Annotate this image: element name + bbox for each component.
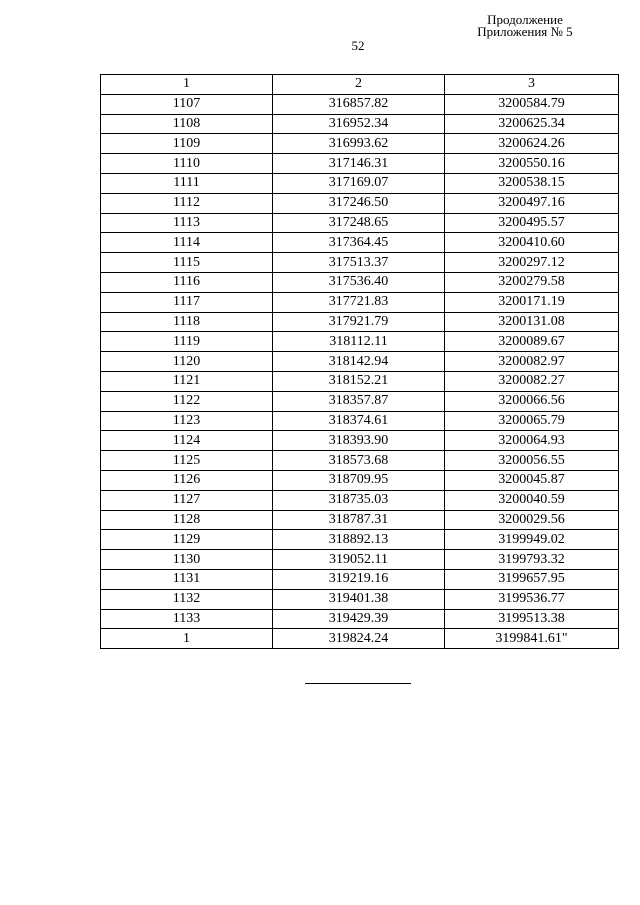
- point-number-cell: 1121: [101, 371, 273, 391]
- table-row: [101, 292, 619, 312]
- table-row: [101, 154, 619, 174]
- y-coordinate-cell: 3200089.67: [445, 332, 619, 352]
- y-coordinate-cell: 3199841.61": [445, 629, 619, 649]
- point-number-cell: 1128: [101, 510, 273, 530]
- table-row: [101, 451, 619, 471]
- y-coordinate-cell: 3200550.16: [445, 154, 619, 174]
- x-coordinate-cell: 319052.11: [273, 550, 445, 570]
- table-row: [101, 530, 619, 550]
- table-row: [101, 312, 619, 332]
- x-coordinate-cell: 317169.07: [273, 173, 445, 193]
- y-coordinate-cell: 3200624.26: [445, 134, 619, 154]
- table-row: [101, 470, 619, 490]
- table-row: [101, 490, 619, 510]
- table-row: [101, 411, 619, 431]
- appendix-label: Приложения № 5: [477, 24, 573, 39]
- table-row: [101, 173, 619, 193]
- table-row: [101, 193, 619, 213]
- point-number-cell: 1133: [101, 609, 273, 629]
- y-coordinate-cell: 3200029.56: [445, 510, 619, 530]
- x-coordinate-cell: 318112.11: [273, 332, 445, 352]
- point-number-cell: 1127: [101, 490, 273, 510]
- x-coordinate-cell: 316857.82: [273, 94, 445, 114]
- x-coordinate-cell: 316993.62: [273, 134, 445, 154]
- x-coordinate-cell: 318357.87: [273, 391, 445, 411]
- x-coordinate-cell: 316952.34: [273, 114, 445, 134]
- column-header-1: 1: [101, 75, 273, 95]
- y-coordinate-cell: 3200065.79: [445, 411, 619, 431]
- table-row: [101, 589, 619, 609]
- y-coordinate-cell: 3200297.12: [445, 253, 619, 273]
- x-coordinate-cell: 318787.31: [273, 510, 445, 530]
- point-number-cell: 1131: [101, 569, 273, 589]
- x-coordinate-cell: 318892.13: [273, 530, 445, 550]
- x-coordinate-cell: 317536.40: [273, 272, 445, 292]
- table-row: [101, 391, 619, 411]
- x-coordinate-cell: 318709.95: [273, 470, 445, 490]
- y-coordinate-cell: 3200625.34: [445, 114, 619, 134]
- y-coordinate-cell: 3200064.93: [445, 431, 619, 451]
- table-row: [101, 94, 619, 114]
- coordinates-table: [100, 74, 619, 649]
- y-coordinate-cell: 3199793.32: [445, 550, 619, 570]
- point-number-cell: 1107: [101, 94, 273, 114]
- table-row: [101, 629, 619, 649]
- table-row: [101, 510, 619, 530]
- y-coordinate-cell: 3200584.79: [445, 94, 619, 114]
- table-row: [101, 352, 619, 372]
- table-row: [101, 371, 619, 391]
- y-coordinate-cell: 3199657.95: [445, 569, 619, 589]
- point-number-cell: 1108: [101, 114, 273, 134]
- table-row: [101, 272, 619, 292]
- x-coordinate-cell: 317921.79: [273, 312, 445, 332]
- point-number-cell: 1109: [101, 134, 273, 154]
- y-coordinate-cell: 3200171.19: [445, 292, 619, 312]
- x-coordinate-cell: 317364.45: [273, 233, 445, 253]
- table-row: [101, 431, 619, 451]
- table-body: [101, 94, 619, 648]
- x-coordinate-cell: 319219.16: [273, 569, 445, 589]
- column-header-2: 2: [273, 75, 445, 95]
- x-coordinate-cell: 317513.37: [273, 253, 445, 273]
- x-coordinate-cell: 318374.61: [273, 411, 445, 431]
- point-number-cell: 1120: [101, 352, 273, 372]
- y-coordinate-cell: 3200410.60: [445, 233, 619, 253]
- table-row: [101, 134, 619, 154]
- table-row: [101, 332, 619, 352]
- column-header-3: 3: [445, 75, 619, 95]
- x-coordinate-cell: 318393.90: [273, 431, 445, 451]
- point-number-cell: 1124: [101, 431, 273, 451]
- point-number-cell: 1119: [101, 332, 273, 352]
- point-number-cell: 1116: [101, 272, 273, 292]
- x-coordinate-cell: 318142.94: [273, 352, 445, 372]
- page-number: 52: [351, 38, 365, 53]
- point-number-cell: 1111: [101, 173, 273, 193]
- point-number-cell: 1125: [101, 451, 273, 471]
- point-number-cell: 1117: [101, 292, 273, 312]
- table-row: [101, 550, 619, 570]
- point-number-cell: 1: [101, 629, 273, 649]
- x-coordinate-cell: 318152.21: [273, 371, 445, 391]
- y-coordinate-cell: 3199949.02: [445, 530, 619, 550]
- end-of-document-rule: [305, 683, 411, 684]
- table-row: [101, 114, 619, 134]
- point-number-cell: 1110: [101, 154, 273, 174]
- x-coordinate-cell: 319429.39: [273, 609, 445, 629]
- table-row: [101, 609, 619, 629]
- x-coordinate-cell: 317248.65: [273, 213, 445, 233]
- point-number-cell: 1113: [101, 213, 273, 233]
- x-coordinate-cell: 317721.83: [273, 292, 445, 312]
- point-number-cell: 1130: [101, 550, 273, 570]
- y-coordinate-cell: 3200045.87: [445, 470, 619, 490]
- y-coordinate-cell: 3199513.38: [445, 609, 619, 629]
- point-number-cell: 1118: [101, 312, 273, 332]
- table-row: [101, 213, 619, 233]
- point-number-cell: 1112: [101, 193, 273, 213]
- continuation-label: Продолжение: [487, 12, 563, 27]
- x-coordinate-cell: 318573.68: [273, 451, 445, 471]
- point-number-cell: 1129: [101, 530, 273, 550]
- point-number-cell: 1122: [101, 391, 273, 411]
- x-coordinate-cell: 318735.03: [273, 490, 445, 510]
- point-number-cell: 1132: [101, 589, 273, 609]
- y-coordinate-cell: 3200279.58: [445, 272, 619, 292]
- y-coordinate-cell: 3200497.16: [445, 193, 619, 213]
- y-coordinate-cell: 3200066.56: [445, 391, 619, 411]
- point-number-cell: 1126: [101, 470, 273, 490]
- y-coordinate-cell: 3200082.27: [445, 371, 619, 391]
- y-coordinate-cell: 3199536.77: [445, 589, 619, 609]
- y-coordinate-cell: 3200131.08: [445, 312, 619, 332]
- y-coordinate-cell: 3200040.59: [445, 490, 619, 510]
- y-coordinate-cell: 3200082.97: [445, 352, 619, 372]
- x-coordinate-cell: 319401.38: [273, 589, 445, 609]
- x-coordinate-cell: 317246.50: [273, 193, 445, 213]
- table-row: [101, 253, 619, 273]
- x-coordinate-cell: 317146.31: [273, 154, 445, 174]
- x-coordinate-cell: 319824.24: [273, 629, 445, 649]
- y-coordinate-cell: 3200495.57: [445, 213, 619, 233]
- y-coordinate-cell: 3200056.55: [445, 451, 619, 471]
- table-row: [101, 569, 619, 589]
- appendix-continuation-note: [470, 14, 580, 38]
- table-row: [101, 233, 619, 253]
- point-number-cell: 1115: [101, 253, 273, 273]
- point-number-cell: 1123: [101, 411, 273, 431]
- point-number-cell: 1114: [101, 233, 273, 253]
- table-header-row: [101, 75, 619, 95]
- y-coordinate-cell: 3200538.15: [445, 173, 619, 193]
